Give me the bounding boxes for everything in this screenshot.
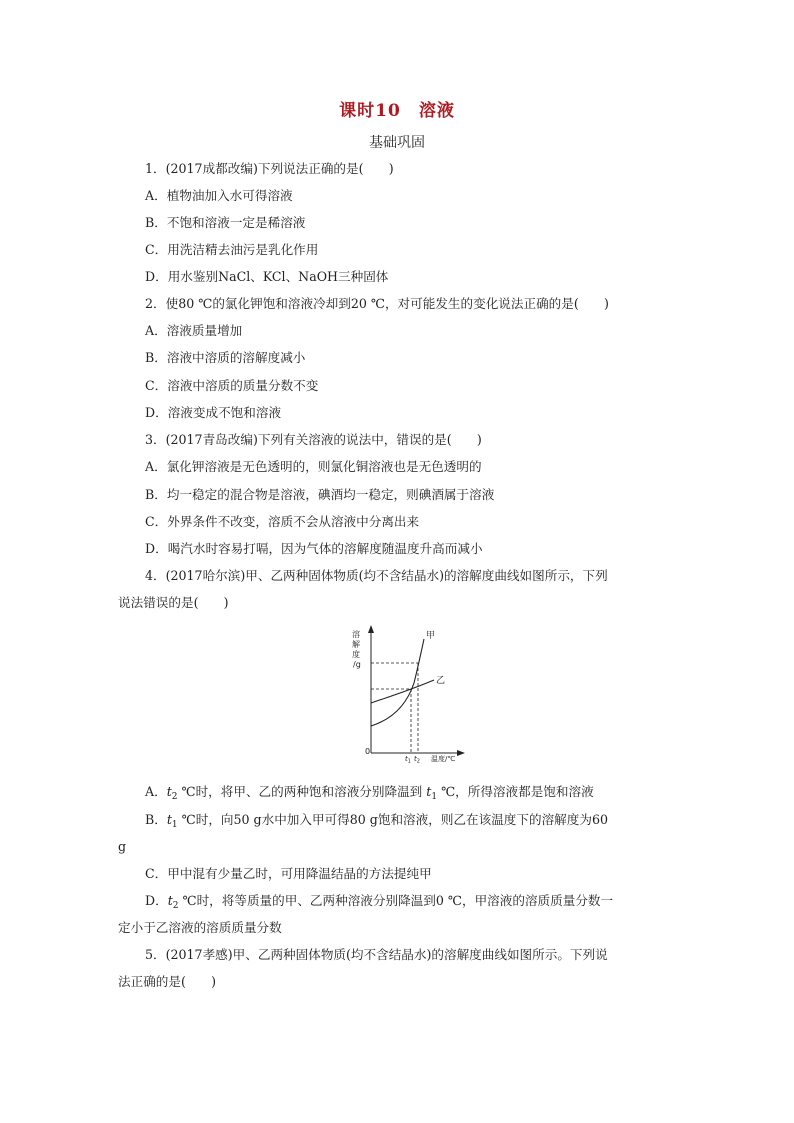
question-4-option-b: B．$t_1$ ℃时，向50 g水中加入甲可得80 g饱和溶液，则乙在该温度下的溶解度为60 bbox=[145, 812, 608, 830]
y-axis-label-char-4: /g bbox=[353, 660, 361, 669]
question-4-option-a: A．$t_2$ ℃时，将甲、乙的两种饱和溶液分别降温到 $t_1$ ℃，所得溶液都是饱和溶液 bbox=[145, 784, 594, 802]
origin-label: 0 bbox=[365, 747, 371, 756]
question-3-stem: 3．(2017青岛改编)下列有关溶液的说法中，错误的是( ) bbox=[145, 432, 482, 447]
question-1-stem: 1．(2017成都改编)下列说法正确的是( ) bbox=[145, 161, 394, 176]
curve-jia bbox=[371, 639, 424, 726]
question-2-option-a: A．溶液质量增加 bbox=[145, 323, 243, 338]
t1-label: $t_1$ bbox=[405, 755, 411, 763]
question-1-option-c: C．用洗洁精去油污是乳化作用 bbox=[145, 242, 319, 257]
solubility-curve-figure bbox=[338, 623, 468, 763]
question-4-option-b-cont: g bbox=[118, 839, 127, 854]
curve-jia-label: 甲 bbox=[426, 631, 436, 641]
question-3-option-b: B．均一稳定的混合物是溶液，碘酒均一稳定，则碘酒属于溶液 bbox=[145, 487, 495, 502]
question-2-option-c: C．溶液中溶质的质量分数不变 bbox=[145, 378, 319, 393]
question-5-stem-line1: 5．(2017孝感)甲、乙两种固体物质(均不含结晶水)的溶解度曲线如图所示。下列说 bbox=[145, 947, 608, 962]
y-axis-arrow bbox=[368, 625, 374, 633]
curve-yi bbox=[371, 680, 434, 703]
question-2-stem: 2．使80 ℃的氯化钾饱和溶液冷却到20 ℃，对可能发生的变化说法正确的是( ) bbox=[145, 296, 609, 311]
question-3-option-d: D．喝汽水时容易打嗝，因为气体的溶解度随温度升高而减小 bbox=[145, 541, 483, 556]
question-4-stem-line2: 说法错误的是( ) bbox=[118, 595, 229, 610]
x-axis-arrow bbox=[457, 750, 465, 756]
question-2-option-b: B．溶液中溶质的溶解度减小 bbox=[145, 350, 306, 365]
t2-label: $t_2$ bbox=[414, 755, 420, 763]
y-axis-label-char-2: 解 bbox=[352, 640, 360, 649]
question-5-stem-line2: 法正确的是( ) bbox=[118, 974, 216, 989]
question-3-option-a: A．氯化钾溶液是无色透明的，则氯化铜溶液也是无色透明的 bbox=[145, 459, 482, 474]
question-1-option-b: B．不饱和溶液一定是稀溶液 bbox=[145, 215, 306, 230]
curve-yi-label: 乙 bbox=[436, 676, 446, 686]
y-axis-label-char-3: 度 bbox=[352, 650, 360, 659]
question-4-stem-line1: 4．(2017哈尔滨)甲、乙两种固体物质(均不含结晶水)的溶解度曲线如图所示，下列 bbox=[145, 568, 608, 583]
section-heading: 基础巩固 bbox=[369, 135, 425, 151]
question-2-option-d: D．溶液变成不饱和溶液 bbox=[145, 405, 282, 420]
question-4-option-c: C．甲中混有少量乙时，可用降温结晶的方法提纯甲 bbox=[145, 866, 432, 881]
question-3-option-c: C．外界条件不改变，溶质不会从溶液中分离出来 bbox=[145, 514, 420, 529]
question-4-option-d-cont: 定小于乙溶液的溶质质量分数 bbox=[118, 920, 282, 935]
x-axis-label: 温度/℃ bbox=[431, 755, 456, 763]
question-1-option-a: A．植物油加入水可得溶液 bbox=[145, 188, 293, 203]
y-axis-label-char-1: 溶 bbox=[352, 630, 360, 639]
page-title: 课时10 溶液 bbox=[339, 101, 455, 121]
question-4-option-d: D．$t_2$ ℃时，将等质量的甲、乙两种溶液分别降温到0 ℃，甲溶液的溶质质量分数一 bbox=[145, 893, 614, 911]
question-1-option-d: D．用水鉴别NaCl、KCl、NaOH三种固体 bbox=[145, 269, 389, 284]
